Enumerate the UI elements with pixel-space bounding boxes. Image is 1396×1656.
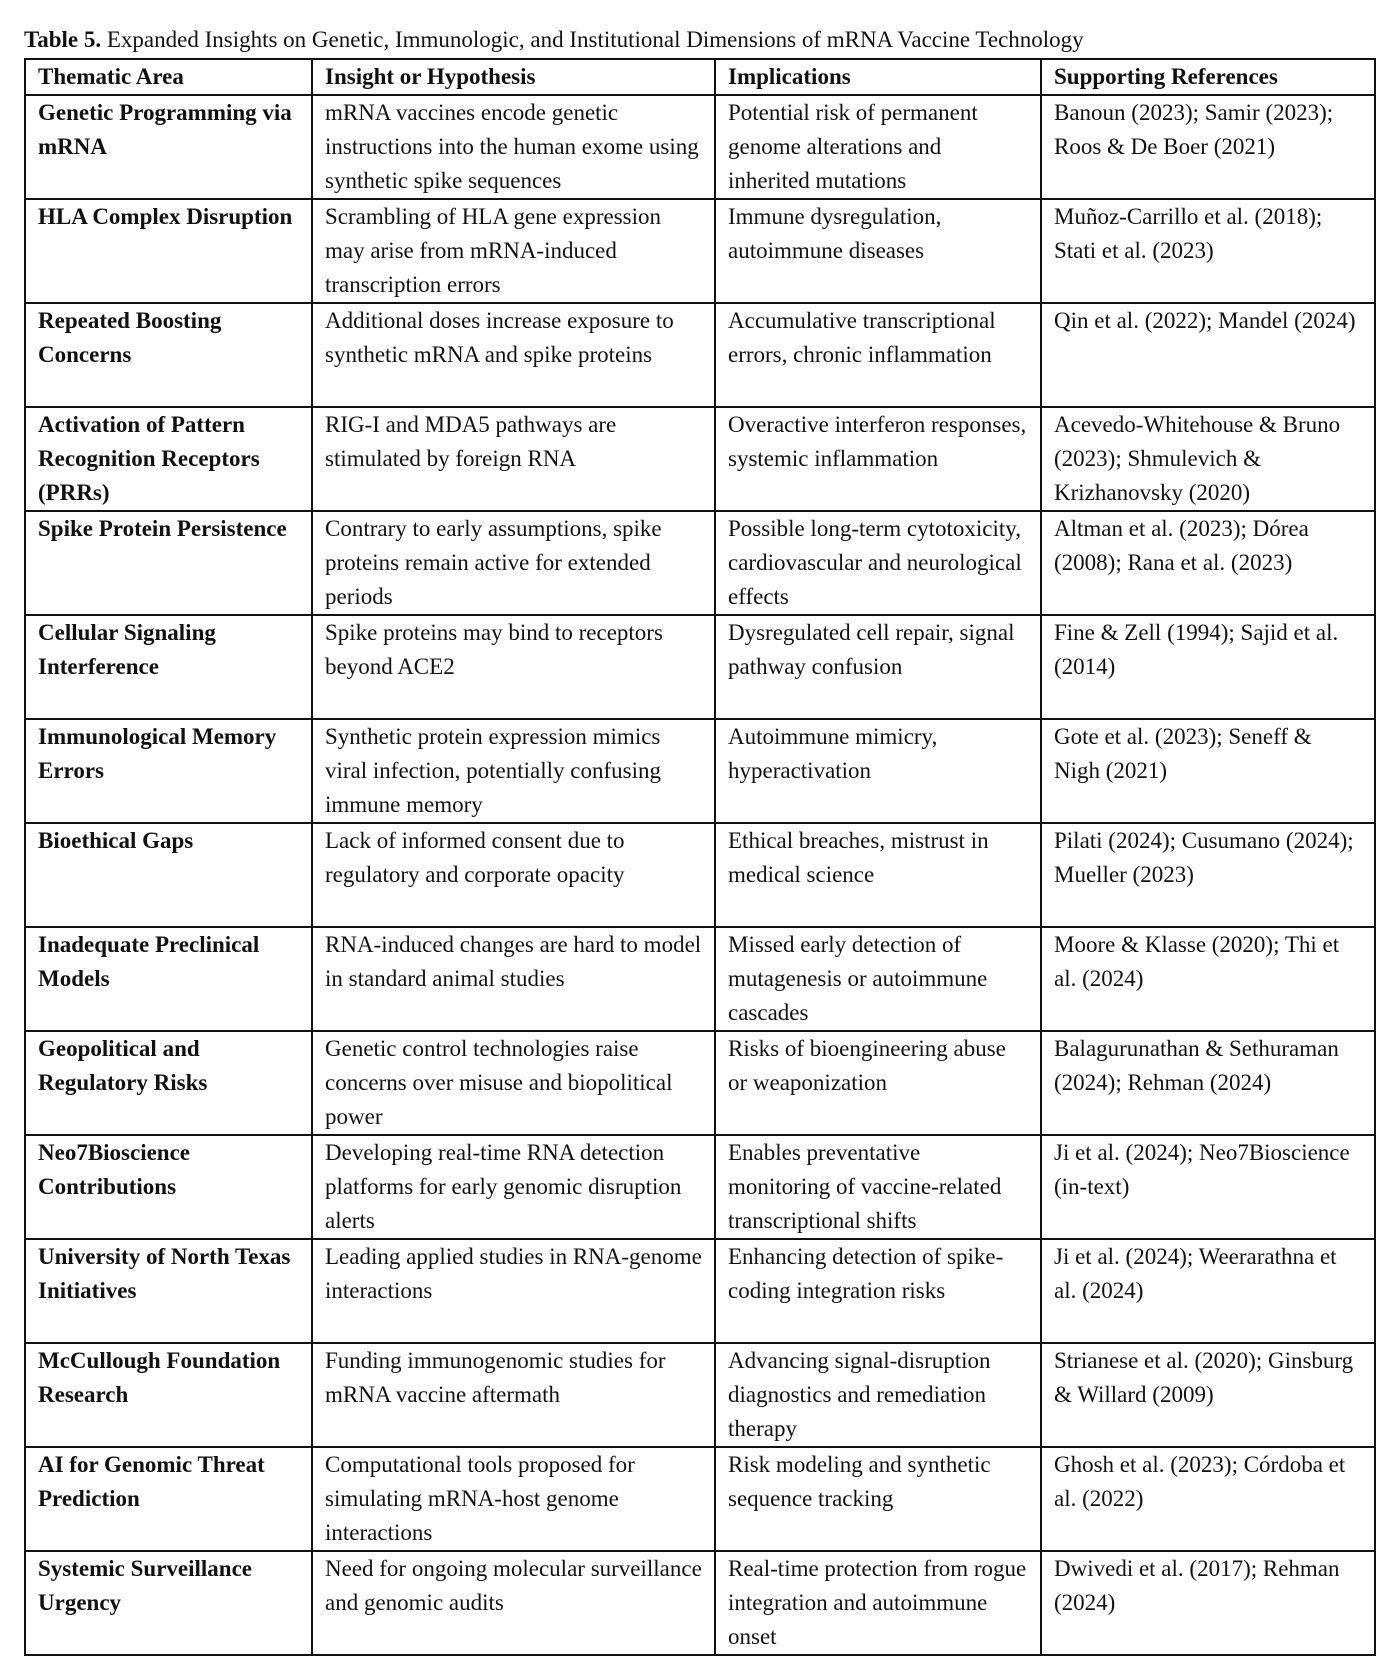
cell-references: Dwivedi et al. (2017); Rehman (2024)	[1041, 1551, 1375, 1655]
table-row	[25, 1447, 1375, 1551]
cell-insight: RIG-I and MDA5 pathways are stimulated by foreign RNA	[312, 407, 715, 511]
cell-thematic-area: Genetic Programming via mRNA	[25, 95, 312, 199]
cell-insight: Synthetic protein expression mimics viral infection, potentially confusing immune memory	[312, 719, 715, 823]
cell-thematic-area: Neo7Bioscience Contributions	[25, 1135, 312, 1239]
table-row	[25, 1239, 1375, 1343]
header-references: Supporting References	[1041, 59, 1375, 95]
cell-references: Strianese et al. (2020); Ginsburg & Willard (2009)	[1041, 1343, 1375, 1447]
cell-insight: Funding immunogenomic studies for mRNA vaccine aftermath	[312, 1343, 715, 1447]
cell-thematic-area: Geopolitical and Regulatory Risks	[25, 1031, 312, 1135]
cell-implications: Possible long-term cytotoxicity, cardiovascular and neurological effects	[715, 511, 1041, 615]
table-row	[25, 615, 1375, 719]
cell-thematic-area: Systemic Surveillance Urgency	[25, 1551, 312, 1655]
cell-insight: mRNA vaccines encode genetic instructions into the human exome using synthetic spike sequences	[312, 95, 715, 199]
insights-table	[24, 58, 1376, 1656]
cell-insight: Scrambling of HLA gene expression may arise from mRNA-induced transcription errors	[312, 199, 715, 303]
header-insight: Insight or Hypothesis	[312, 59, 715, 95]
cell-insight: Contrary to early assumptions, spike proteins remain active for extended periods	[312, 511, 715, 615]
cell-implications: Overactive interferon responses, systemic inflammation	[715, 407, 1041, 511]
table-row	[25, 407, 1375, 511]
cell-insight: Developing real-time RNA detection platforms for early genomic disruption alerts	[312, 1135, 715, 1239]
cell-insight: Spike proteins may bind to receptors beyond ACE2	[312, 615, 715, 719]
header-row	[25, 59, 1375, 95]
cell-implications: Risk modeling and synthetic sequence tracking	[715, 1447, 1041, 1551]
cell-thematic-area: Spike Protein Persistence	[25, 511, 312, 615]
table-row	[25, 1031, 1375, 1135]
cell-thematic-area: Cellular Signaling Interference	[25, 615, 312, 719]
cell-insight: Genetic control technologies raise concerns over misuse and biopolitical power	[312, 1031, 715, 1135]
cell-implications: Risks of bioengineering abuse or weaponization	[715, 1031, 1041, 1135]
cell-implications: Accumulative transcriptional errors, chronic inflammation	[715, 303, 1041, 407]
cell-references: Pilati (2024); Cusumano (2024); Mueller (2023)	[1041, 823, 1375, 927]
cell-insight: Additional doses increase exposure to synthetic mRNA and spike proteins	[312, 303, 715, 407]
cell-thematic-area: University of North Texas Initiatives	[25, 1239, 312, 1343]
table-row	[25, 927, 1375, 1031]
table-row	[25, 511, 1375, 615]
table-caption-label: Table 5.	[24, 27, 102, 52]
cell-thematic-area: Inadequate Preclinical Models	[25, 927, 312, 1031]
cell-references: Muñoz-Carrillo et al. (2018); Stati et al. (2023)	[1041, 199, 1375, 303]
cell-implications: Real-time protection from rogue integration and autoimmune onset	[715, 1551, 1041, 1655]
cell-thematic-area: AI for Genomic Threat Prediction	[25, 1447, 312, 1551]
cell-references: Banoun (2023); Samir (2023); Roos & De Boer (2021)	[1041, 95, 1375, 199]
table-row	[25, 199, 1375, 303]
cell-implications: Potential risk of permanent genome alterations and inherited mutations	[715, 95, 1041, 199]
cell-thematic-area: Repeated Boosting Concerns	[25, 303, 312, 407]
table-caption	[24, 24, 1084, 56]
cell-insight: Need for ongoing molecular surveillance and genomic audits	[312, 1551, 715, 1655]
cell-references: Acevedo-Whitehouse & Bruno (2023); Shmulevich & Krizhanovsky (2020)	[1041, 407, 1375, 511]
cell-references: Ji et al. (2024); Weerarathna et al. (2024)	[1041, 1239, 1375, 1343]
table-row	[25, 1343, 1375, 1447]
table-row	[25, 95, 1375, 199]
cell-insight: Lack of informed consent due to regulatory and corporate opacity	[312, 823, 715, 927]
table-row	[25, 1135, 1375, 1239]
cell-implications: Autoimmune mimicry, hyperactivation	[715, 719, 1041, 823]
cell-implications: Ethical breaches, mistrust in medical science	[715, 823, 1041, 927]
cell-implications: Missed early detection of mutagenesis or autoimmune cascades	[715, 927, 1041, 1031]
cell-references: Ghosh et al. (2023); Córdoba et al. (2022)	[1041, 1447, 1375, 1551]
table-row	[25, 823, 1375, 927]
header-thematic-area: Thematic Area	[25, 59, 312, 95]
cell-thematic-area: McCullough Foundation Research	[25, 1343, 312, 1447]
cell-insight: RNA-induced changes are hard to model in standard animal studies	[312, 927, 715, 1031]
cell-references: Altman et al. (2023); Dórea (2008); Rana et al. (2023)	[1041, 511, 1375, 615]
table-row	[25, 1551, 1375, 1655]
cell-references: Qin et al. (2022); Mandel (2024)	[1041, 303, 1375, 407]
cell-implications: Enables preventative monitoring of vaccine-related transcriptional shifts	[715, 1135, 1041, 1239]
cell-thematic-area: HLA Complex Disruption	[25, 199, 312, 303]
header-implications: Implications	[715, 59, 1041, 95]
cell-implications: Immune dysregulation, autoimmune diseases	[715, 199, 1041, 303]
cell-references: Ji et al. (2024); Neo7Bioscience (in-text)	[1041, 1135, 1375, 1239]
cell-implications: Enhancing detection of spike-coding integration risks	[715, 1239, 1041, 1343]
cell-thematic-area: Activation of Pattern Recognition Receptors (PRRs)	[25, 407, 312, 511]
table-caption-text: Expanded Insights on Genetic, Immunologic, and Institutional Dimensions of mRNA Vaccine Technology	[101, 27, 1084, 52]
cell-references: Balagurunathan & Sethuraman (2024); Rehman (2024)	[1041, 1031, 1375, 1135]
cell-references: Moore & Klasse (2020); Thi et al. (2024)	[1041, 927, 1375, 1031]
cell-thematic-area: Bioethical Gaps	[25, 823, 312, 927]
cell-references: Fine & Zell (1994); Sajid et al. (2014)	[1041, 615, 1375, 719]
cell-insight: Leading applied studies in RNA-genome interactions	[312, 1239, 715, 1343]
table-row	[25, 303, 1375, 407]
cell-implications: Advancing signal-disruption diagnostics and remediation therapy	[715, 1343, 1041, 1447]
cell-insight: Computational tools proposed for simulating mRNA-host genome interactions	[312, 1447, 715, 1551]
cell-references: Gote et al. (2023); Seneff & Nigh (2021)	[1041, 719, 1375, 823]
table-row	[25, 719, 1375, 823]
cell-thematic-area: Immunological Memory Errors	[25, 719, 312, 823]
cell-implications: Dysregulated cell repair, signal pathway confusion	[715, 615, 1041, 719]
